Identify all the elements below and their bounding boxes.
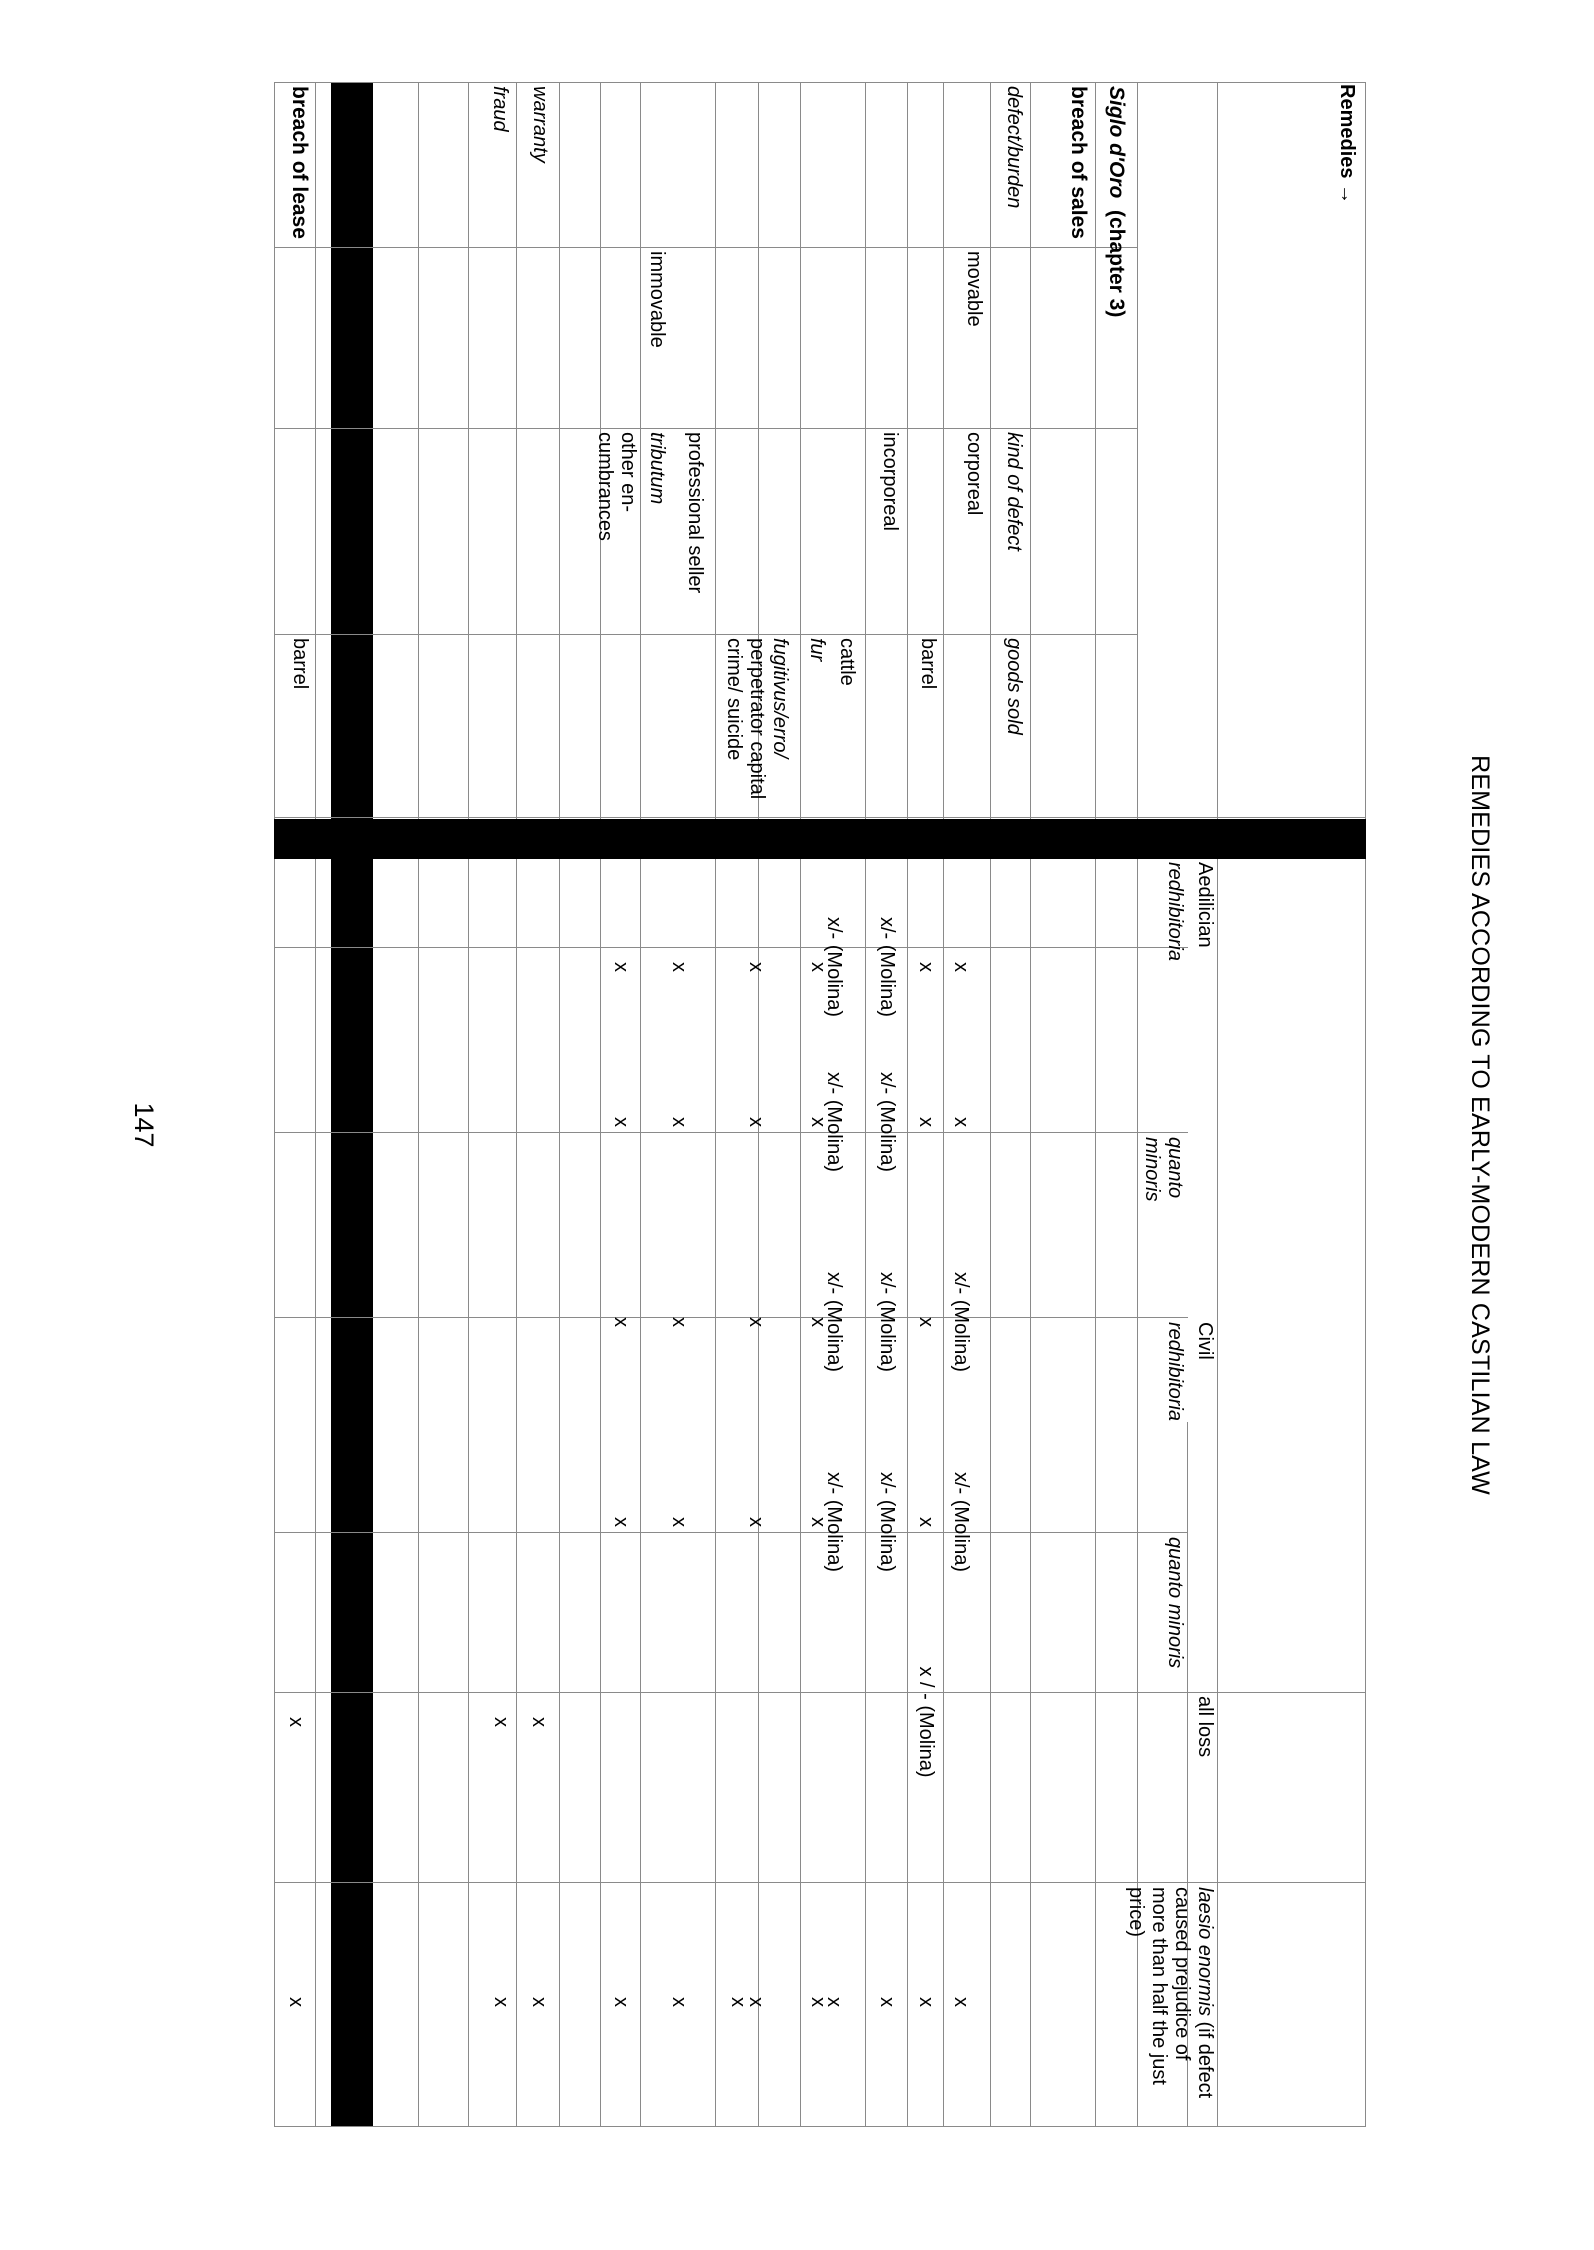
laesio-enormis-term: laesio enormis	[1194, 1887, 1216, 2016]
label-kind-of-defect: kind of defect	[1003, 432, 1025, 551]
breach-of-sales: breach of sales	[1067, 86, 1090, 239]
remedy-cell: x	[285, 1997, 307, 2007]
remedy-cell: x	[668, 962, 690, 972]
page-title: REMEDIES ACCORDING TO EARLY-MODERN CASTILIAN LAW	[1466, 755, 1494, 1495]
remedy-cell: x	[610, 962, 632, 972]
civil-header: Civil	[1194, 1322, 1216, 1360]
remedy-cell: x/- (Molina)	[950, 1271, 972, 1372]
col-laesio-enormis	[1193, 1887, 1216, 2098]
label-fugitivus-l2: perpetrator capital	[746, 638, 768, 800]
label-immovable: immovable	[646, 251, 668, 348]
remedy-cell: x	[950, 962, 972, 972]
remedy-cell: x	[610, 1517, 632, 1527]
black-bar-left	[1322, 82, 1365, 2127]
remedy-cell: x/- (Molina)	[823, 1071, 845, 1172]
remedy-cell: x	[285, 1717, 307, 1727]
aedilician-header: Aedilician	[1194, 862, 1216, 948]
label-corporeal: corporeal	[963, 432, 985, 516]
remedy-cell: x	[807, 1317, 829, 1327]
remedy-cell: x	[915, 1117, 937, 1127]
remedy-cell: x	[610, 1997, 632, 2007]
remedy-cell: x/- (Molina)	[823, 916, 845, 1017]
remedy-cell: x	[807, 1997, 829, 2007]
label-barrel: barrel	[917, 638, 939, 690]
remedy-cell: x	[745, 1517, 767, 1527]
remedy-cell: x	[807, 962, 829, 972]
remedy-cell: x	[915, 1997, 937, 2007]
remedy-cell: x	[950, 1117, 972, 1127]
label-fugitivus-l1: fugitivus/erro/	[769, 638, 791, 759]
black-bar-upper	[331, 82, 373, 2127]
remedy-cell: x/- (Molina)	[823, 1471, 845, 1572]
col-civil-quanto-minoris: quanto minoris	[1164, 1537, 1186, 1669]
remedies-header: Remedies →	[1336, 84, 1358, 205]
col-aedilician-quanto-minoris-l1: quanto	[1164, 1137, 1186, 1199]
label-lease-barrel: barrel	[289, 638, 311, 690]
laesio-enormis-rest: (if defect	[1194, 2015, 1216, 2099]
siglo-doro: Siglo d'Oro	[1105, 86, 1128, 199]
col-aedilician-quanto-minoris-l2: minoris	[1141, 1137, 1163, 1202]
label-movable: movable	[963, 251, 985, 327]
remedy-cell: x	[745, 1317, 767, 1327]
label-other-enc-l1: other en-	[617, 432, 639, 513]
remedies-table	[274, 82, 1366, 2127]
label-fur: fur	[806, 638, 828, 662]
page-number: 147	[129, 1102, 159, 1148]
label-tributum: tributum	[646, 432, 668, 505]
remedy-cell: x	[528, 1997, 550, 2007]
remedy-cell: x	[610, 1317, 632, 1327]
remedy-cell: x/- (Molina)	[876, 1071, 898, 1172]
remedy-cell: x	[745, 1997, 767, 2007]
remedy-cell: x	[915, 1517, 937, 1527]
col-laesio-line2: caused prejudice of	[1171, 1887, 1193, 2061]
remedy-cell: x / - (Molina)	[915, 1666, 937, 1778]
remedy-cell: x	[668, 1317, 690, 1327]
black-column-bar	[274, 819, 1366, 859]
remedy-cell: x	[727, 1997, 749, 2007]
label-cattle: cattle	[836, 638, 858, 686]
section-title	[1105, 86, 1128, 317]
remedy-cell: x	[668, 1997, 690, 2007]
remedy-cell: x/- (Molina)	[950, 1471, 972, 1572]
col-laesio-line3: more than half the just	[1148, 1887, 1170, 2085]
remedy-cell: x/- (Molina)	[876, 1471, 898, 1572]
remedy-cell: x	[823, 1997, 845, 2007]
remedy-cell: x	[528, 1717, 550, 1727]
col-civil-redhibitoria: redhibitoria	[1164, 1322, 1186, 1421]
chapter-ref: (chapter 3)	[1105, 210, 1128, 318]
remedy-cell: x	[807, 1117, 829, 1127]
remedy-cell: x	[876, 1997, 898, 2007]
col-laesio-line4: price)	[1125, 1887, 1147, 1938]
col-aedilician-redhibitoria: redhibitoria	[1164, 862, 1186, 961]
remedy-cell: x	[807, 1517, 829, 1527]
remedy-cell: x	[668, 1517, 690, 1527]
col-all-loss: all loss	[1194, 1696, 1216, 1758]
remedy-cell: x	[490, 1717, 512, 1727]
remedy-cell: x	[745, 1117, 767, 1127]
remedy-cell: x	[915, 962, 937, 972]
remedy-cell: x	[490, 1997, 512, 2007]
remedy-cell: x	[950, 1997, 972, 2007]
label-fraud: fraud	[489, 86, 511, 132]
label-incorporeal: incorporeal	[879, 432, 901, 531]
remedy-cell: x	[668, 1117, 690, 1127]
remedy-cell: x/- (Molina)	[876, 1271, 898, 1372]
remedy-cell: x/- (Molina)	[876, 916, 898, 1017]
label-defect-burden: defect/burden	[1003, 86, 1025, 209]
label-other-enc-l2: cumbrances	[594, 432, 616, 541]
breach-of-lease: breach of lease	[288, 86, 311, 239]
label-goods-sold: goods sold	[1003, 638, 1025, 735]
label-fugitivus-l3: crime/ suicide	[723, 638, 745, 761]
label-professional-seller: professional seller	[684, 432, 706, 594]
label-warranty: warranty	[529, 86, 551, 163]
remedy-cell: x	[915, 1317, 937, 1327]
remedy-cell: x	[745, 962, 767, 972]
remedy-cell: x	[610, 1117, 632, 1127]
remedy-cell: x/- (Molina)	[823, 1271, 845, 1372]
